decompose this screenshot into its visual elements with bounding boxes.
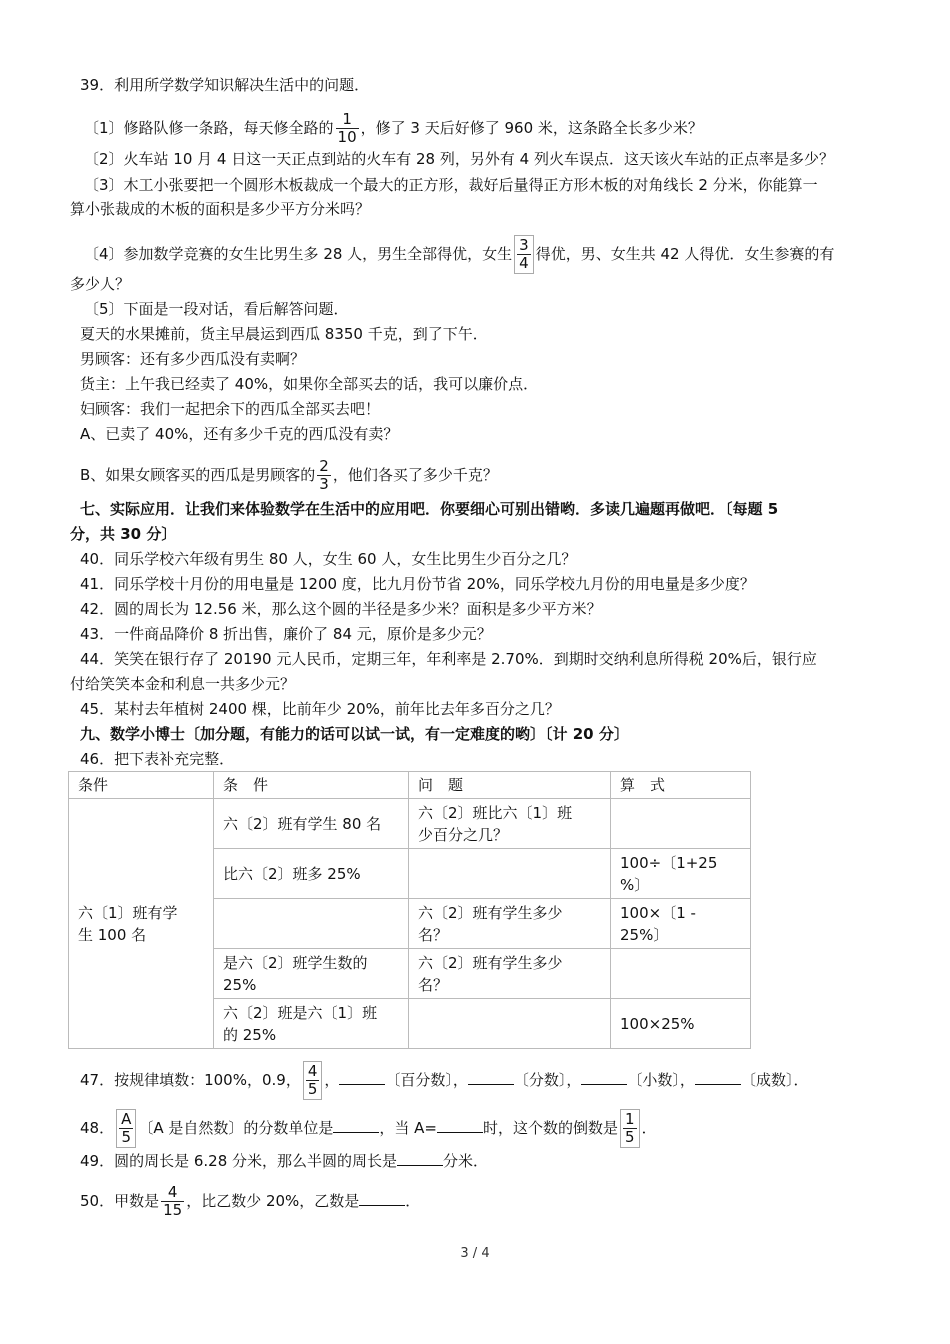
table-cell-condition	[214, 899, 409, 949]
table-cell-question	[409, 999, 611, 1049]
table-header: 问 题	[409, 772, 611, 799]
q39-part1	[84, 111, 703, 146]
table-cell-question	[409, 799, 611, 849]
table-cell-condition	[214, 849, 409, 899]
cell-line: 100÷〔1+25	[620, 853, 718, 872]
q39-part5-b	[80, 458, 498, 493]
fraction-denominator: 10	[337, 128, 357, 146]
fraction-numerator: 3	[519, 236, 529, 254]
fraction-numerator: 1	[342, 110, 352, 128]
table-row	[69, 799, 751, 849]
q39-part5-line1: 夏天的水果摊前，货主早晨运到西瓜 8350 千克，到了下午．	[80, 325, 488, 343]
cell-line: %〕	[620, 875, 650, 894]
answer-blank[interactable]	[359, 1191, 405, 1206]
answer-blank[interactable]	[468, 1070, 514, 1085]
fraction-numerator: 4	[307, 1062, 318, 1080]
q48-text: 〔A 是自然数〕的分数单位是	[138, 1119, 334, 1137]
answer-blank[interactable]	[397, 1151, 443, 1166]
answer-blank[interactable]	[695, 1070, 741, 1085]
cell-line: 六〔1〕班有学	[78, 903, 178, 922]
q47-before: 47．按规律填数：100%，0.9，	[80, 1071, 301, 1089]
cell-line: 是六〔2〕班学生数的	[223, 953, 368, 972]
fraction-denominator: 4	[519, 254, 529, 272]
q47-hint: 〔分数〕，	[513, 1071, 582, 1089]
table-cell-condition	[214, 949, 409, 999]
table-cell-formula	[611, 849, 751, 899]
q39-part1-before: 〔1〕修路队修一条路，每天修全路的	[84, 119, 334, 137]
fraction-denominator: 5	[121, 1128, 131, 1146]
fraction	[336, 111, 359, 146]
q45: 45．某村去年植树 2400 棵，比前年少 20%，前年比去年多百分之几？	[80, 700, 560, 718]
fraction	[303, 1061, 323, 1100]
q50	[80, 1184, 420, 1219]
q39-part4-line2: 多少人？	[70, 275, 131, 293]
cell-line: 的 25%	[223, 1025, 277, 1044]
table-cell-question	[409, 899, 611, 949]
section9-heading: 九、数学小博士〔加分题，有能力的话可以试一试，有一定难度的哟〕〔计 20 分〕	[80, 725, 629, 743]
q39-title: 39．利用所学数学知识解决生活中的问题．	[80, 76, 370, 94]
q39-part3-line1: 〔3〕木工小张要把一个圆形木板裁成一个最大的正方形，裁好后量得正方形木板的对角线长 2 分米，你能算一	[84, 176, 818, 194]
q49	[80, 1150, 488, 1172]
table-cell-question	[409, 849, 611, 899]
fraction-numerator: A	[121, 1110, 132, 1128]
fraction-denominator: 3	[319, 475, 329, 493]
q48-text: 时，这个数的倒数是	[483, 1119, 619, 1137]
q46-table	[68, 771, 751, 1049]
cell-line: 比六〔2〕班多 25%	[223, 864, 361, 883]
table-cell-formula	[611, 999, 751, 1049]
table-cell-condition	[214, 999, 409, 1049]
q39-part5-line4: 妇顾客：我们一起把余下的西瓜全部买去吧！	[80, 400, 381, 418]
q50-after: ．	[405, 1192, 421, 1210]
section7-heading-line2: 分，共 30 分〕	[70, 525, 177, 543]
q48-number: 48．	[80, 1119, 115, 1137]
fraction-numerator: 1	[625, 1110, 635, 1128]
fraction	[317, 458, 331, 493]
q47	[80, 1061, 808, 1100]
table-cell-formula	[611, 949, 751, 999]
q39-part4	[84, 235, 834, 274]
q39-part5-a: A、已卖了 40%，还有多少千克的西瓜没有卖？	[80, 425, 399, 443]
section7-heading-line1: 七、实际应用．让我们来体验数学在生活中的应用吧．你要细心可别出错哟．多读几遍题再做吧．〔每题 5	[80, 500, 779, 518]
q40: 40．同乐学校六年级有男生 80 人，女生 60 人，女生比男生少百分之几？	[80, 550, 577, 568]
q39-part5-title: 〔5〕下面是一段对话，看后解答问题．	[84, 300, 349, 318]
answer-blank[interactable]	[581, 1070, 627, 1085]
q39-part5-line2: 男顾客：还有多少西瓜没有卖啊？	[80, 350, 306, 368]
fraction-numerator: 4	[167, 1183, 178, 1201]
cell-line: 名？	[418, 925, 449, 944]
fraction-numerator: 2	[319, 457, 329, 475]
q50-before: 50．甲数是	[80, 1192, 160, 1210]
q41: 41．同乐学校十月份的用电量是 1200 度，比九月份节省 20%，同乐学校九月份的用电量是多少度？	[80, 575, 755, 593]
fraction-denominator: 15	[163, 1201, 183, 1219]
fraction-denominator: 5	[625, 1128, 635, 1146]
answer-blank[interactable]	[333, 1118, 379, 1133]
answer-blank[interactable]	[437, 1118, 483, 1133]
cell-line: 25%〕	[620, 925, 669, 944]
q39-part5-b-after: ，他们各买了多少千克？	[332, 466, 498, 484]
table-cell-formula	[611, 799, 751, 849]
cell-line: 六〔2〕班有学生多少	[418, 903, 563, 922]
table-header-row	[69, 772, 751, 799]
q46: 46．把下表补充完整．	[80, 750, 235, 768]
fraction	[116, 1109, 136, 1148]
q39-part1-after: ，修了 3 天后好修了 960 米，这条路全长多少米？	[360, 119, 703, 137]
q48-text: ．	[641, 1119, 657, 1137]
cell-line: 名？	[418, 975, 449, 994]
q47-hint: 〔成数〕．	[740, 1071, 809, 1089]
q48-text: ，当 A=	[379, 1119, 437, 1137]
q39-part4-after: 得优，男、女生共 42 人得优．女生参赛的有	[535, 245, 835, 263]
cell-line: 六〔2〕班比六〔1〕班	[418, 803, 573, 822]
fraction-denominator: 5	[307, 1080, 318, 1098]
fraction	[514, 235, 534, 274]
cell-line: 100×25%	[620, 1014, 695, 1033]
cell-line: 25%	[223, 975, 257, 994]
q39-part2: 〔2〕火车站 10 月 4 日这一天正点到站的火车有 28 列，另外有 4 列火车误点．这天该火车站的正点率是多少？	[84, 150, 834, 168]
table-cell-question	[409, 949, 611, 999]
answer-blank[interactable]	[339, 1070, 385, 1085]
q47-hint: 〔百分数〕，	[385, 1071, 468, 1089]
table-header: 算 式	[611, 772, 751, 799]
cell-line: 少百分之几？	[418, 825, 509, 844]
cell-line: 六〔2〕班是六〔1〕班	[223, 1003, 378, 1022]
q43: 43．一件商品降价 8 折出售，廉价了 84 元，原价是多少元？	[80, 625, 492, 643]
fraction	[620, 1109, 640, 1148]
q49-before: 49．圆的周长是 6.28 分米，那么半圆的周长是	[80, 1152, 398, 1170]
fraction	[161, 1184, 184, 1219]
cell-line: 100×〔1 -	[620, 903, 696, 922]
q39-part5-b-before: B、如果女顾客买的西瓜是男顾客的	[80, 466, 316, 484]
q39-part5-line3: 货主：上午我已经卖了 40%，如果你全部买去的话，我可以廉价点．	[80, 375, 539, 393]
cell-line: 六〔2〕班有学生 80 名	[223, 814, 382, 833]
page-number: 3 / 4	[460, 1246, 490, 1261]
table-header: 条 件	[214, 772, 409, 799]
table-header: 条件	[69, 772, 214, 799]
table-cell-formula	[611, 899, 751, 949]
q47-sep: ，	[324, 1071, 340, 1089]
q39-part4-before: 〔4〕参加数学竞赛的女生比男生多 28 人，男生全部得优，女生	[84, 245, 513, 263]
cell-line: 生 100 名	[78, 925, 147, 944]
q42: 42．圆的周长为 12.56 米，那么这个圆的半径是多少米？面积是多少平方米？	[80, 600, 602, 618]
table-cell-given	[69, 799, 214, 1049]
q49-after: 分米．	[443, 1152, 489, 1170]
cell-line: 六〔2〕班有学生多少	[418, 953, 563, 972]
q44-line1: 44．笑笑在银行存了 20190 元人民币，定期三年，年利率是 2.70%．到期时交纳利息所得税 20%后，银行应	[80, 650, 817, 668]
q47-hint: 〔小数〕，	[627, 1071, 695, 1089]
q44-line2: 付给笑笑本金和利息一共多少元？	[70, 675, 296, 693]
q50-mid: ，比乙数少 20%，乙数是	[186, 1192, 360, 1210]
q39-part3-line2: 算小张裁成的木板的面积是多少平方分米吗？	[70, 200, 371, 218]
table-cell-condition	[214, 799, 409, 849]
q48	[80, 1109, 657, 1148]
